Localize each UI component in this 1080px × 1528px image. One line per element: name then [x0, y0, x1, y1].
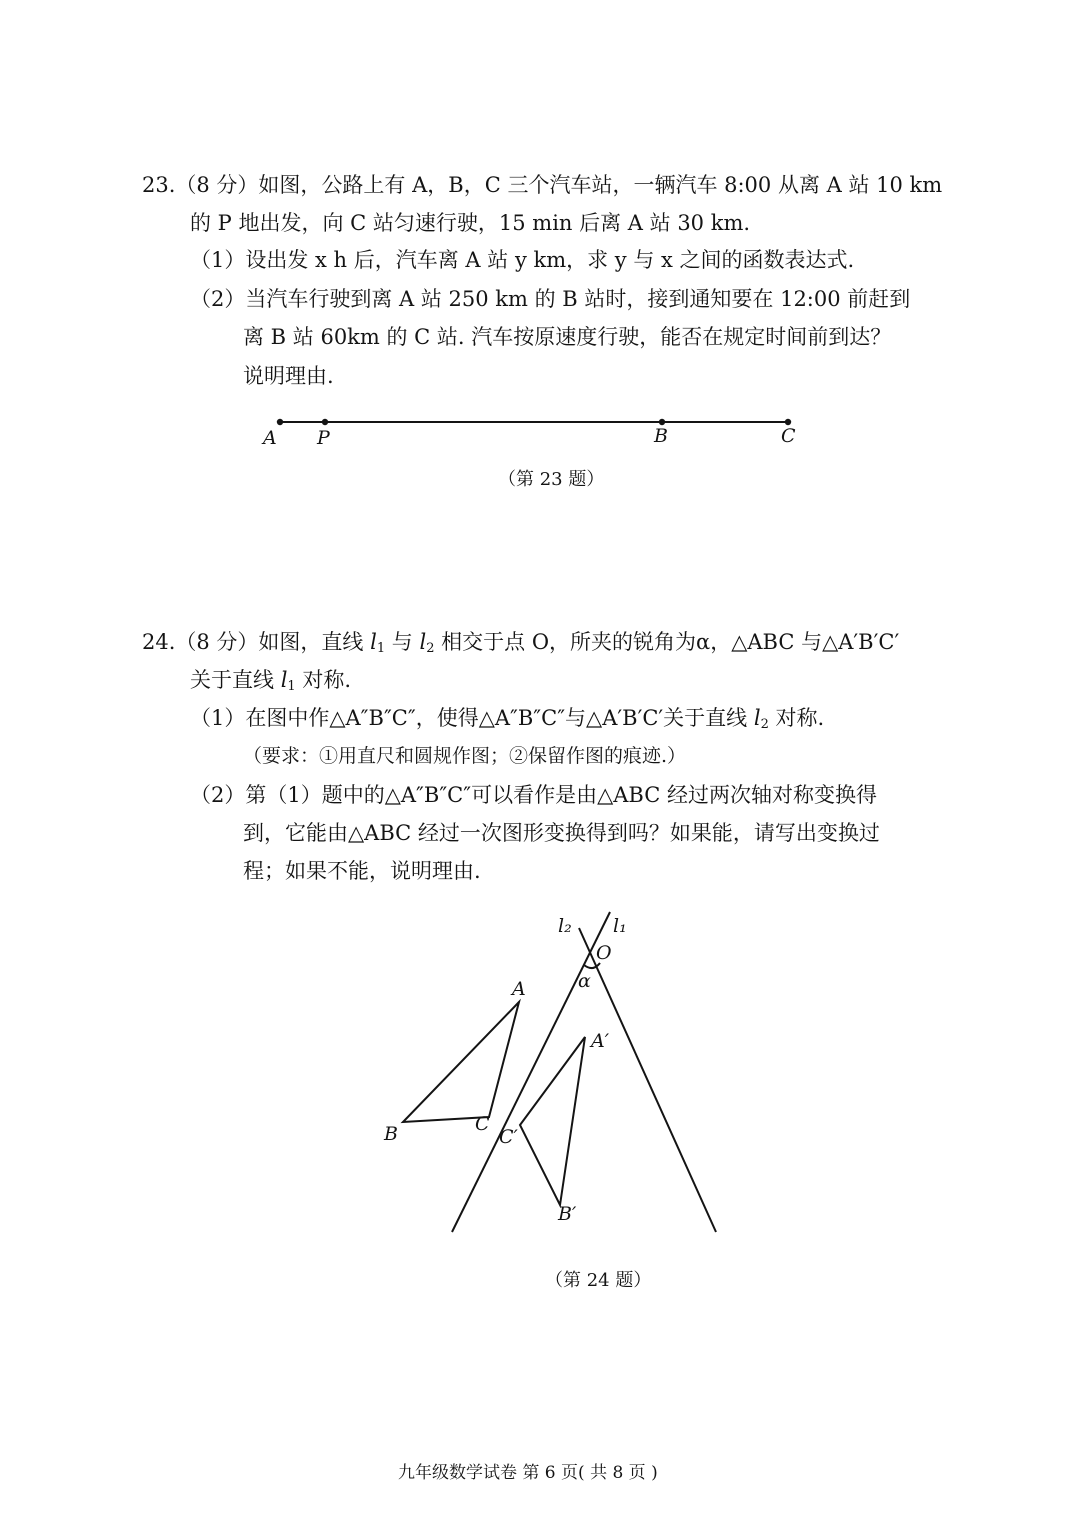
label-B: B: [654, 425, 668, 447]
label-A-prime: A′: [591, 1030, 610, 1052]
label-l1: l₁: [613, 915, 627, 937]
q24-line-2-prefix: 关于直线: [190, 668, 281, 692]
q23-part2-line-3: 说明理由.: [243, 364, 334, 388]
q23-caption: （第 23 题）: [498, 469, 605, 490]
label-C-prime: C′: [499, 1126, 518, 1148]
triangle-A1B1C1: [520, 1037, 585, 1205]
page-footer: 九年级数学试卷 第 6 页( 共 8 页 ): [398, 1463, 658, 1483]
q24-part1-rest: 对称.: [768, 706, 825, 730]
q24-line-1: [142, 627, 899, 664]
label-C: C: [781, 425, 796, 447]
q24-part2-line-2: 到，它能由△ABC 经过一次图形变换得到吗？如果能，请写出变换过: [243, 821, 880, 845]
q24-line-1-mid: 与: [385, 630, 420, 654]
label-O: O: [596, 942, 612, 964]
q23-part1: （1）设出发 x h 后，汽车离 A 站 y km，求 y 与 x 之间的函数表达式.: [190, 248, 855, 272]
q24-line-2-rest: 对称.: [295, 668, 352, 692]
q23-part2-line-2: 离 B 站 60km 的 C 站. 汽车按原速度行驶，能否在规定时间前到达？: [243, 325, 892, 349]
q24-part1-prefix: （1）在图中作△A″B″C″，使得△A″B″C″与△A′B′C′关于直线: [190, 706, 754, 730]
l1-symbol: l: [370, 630, 377, 654]
q24-figure-labels: [383, 915, 627, 1225]
label-C: C: [475, 1113, 490, 1135]
label-B: B: [384, 1123, 398, 1145]
label-A: A: [512, 978, 526, 1000]
q24-figure: [403, 912, 716, 1232]
l2-subscript: 2: [426, 641, 435, 656]
q23-figure: [261, 419, 796, 449]
q24-part2-line-1: （2）第（1）题中的△A″B″C″可以看作是由△ABC 经过两次轴对称变换得: [190, 783, 877, 807]
label-l2: l₂: [558, 915, 572, 937]
q23-line-2: 的 P 地出发，向 C 站匀速行驶，15 min 后离 A 站 30 km.: [190, 211, 751, 235]
line-l2: [579, 928, 716, 1232]
q24-part2-line-3: 程；如果不能，说明理由.: [243, 859, 481, 883]
q24-caption: （第 24 题）: [545, 1270, 652, 1291]
label-A: A: [263, 427, 277, 449]
triangle-ABC: [403, 1002, 519, 1122]
line-l1: [452, 912, 610, 1232]
q23-line-1: 23.（8 分）如图，公路上有 A，B，C 三个汽车站，一辆汽车 8:00 从离 A 站 10 km: [142, 173, 943, 197]
label-alpha: α: [578, 970, 591, 992]
q24-part1: [190, 703, 824, 740]
point-A: [277, 419, 283, 425]
l1-symbol: l: [280, 668, 288, 692]
label-B-prime: B′: [558, 1203, 577, 1225]
l1-subscript: 1: [376, 641, 386, 656]
q24-line-1-prefix: 24.（8 分）如图，直线: [142, 630, 371, 654]
q24-line-1-rest: 相交于点 O，所夹的锐角为α，△ABC 与△A′B′C′: [434, 630, 900, 654]
q24-hint: （要求：①用直尺和圆规作图；②保留作图的痕迹.）: [243, 745, 687, 767]
point-P: [322, 419, 328, 425]
q23-part2-line-1: （2）当汽车行驶到离 A 站 250 km 的 B 站时，接到通知要在 12:00 前赶到: [190, 287, 911, 311]
l2-symbol: l: [419, 630, 427, 654]
l2-subscript: 2: [760, 717, 769, 732]
l2-symbol: l: [753, 706, 761, 730]
label-P: P: [317, 427, 330, 449]
q24-line-2: [190, 665, 351, 702]
l1-subscript: 1: [287, 679, 296, 694]
